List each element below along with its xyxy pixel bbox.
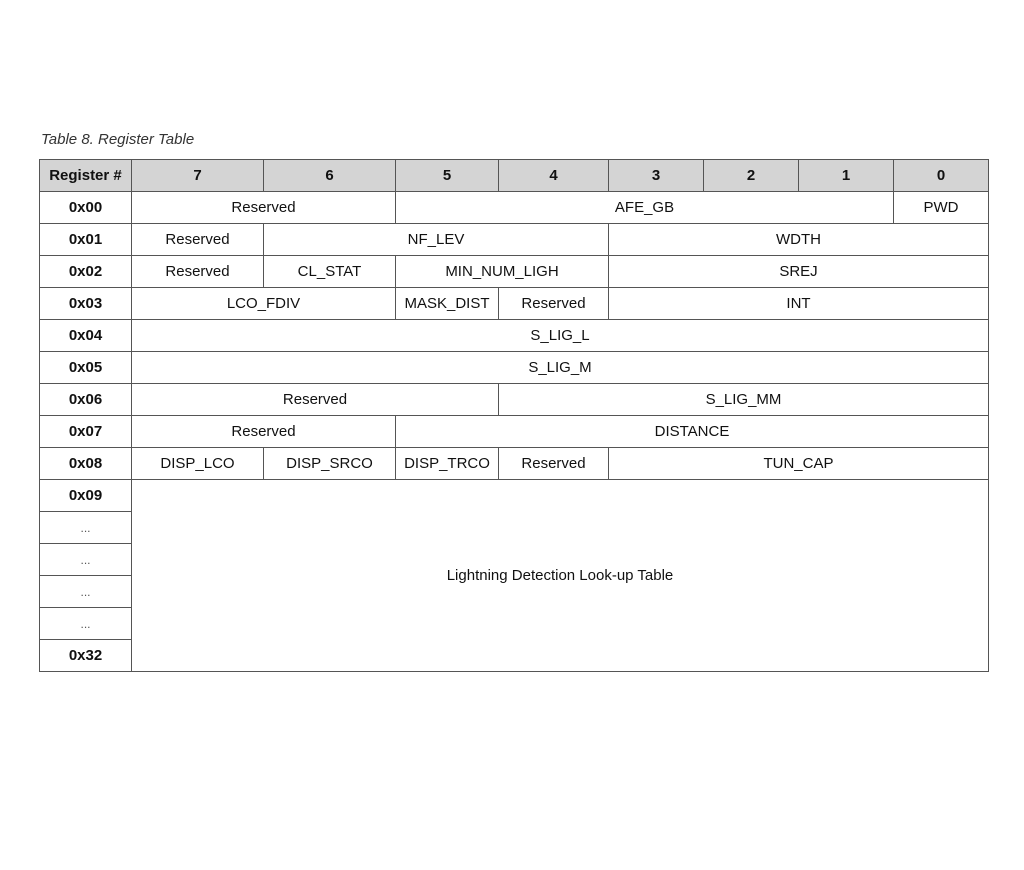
table-row	[40, 256, 989, 288]
register-field: Reserved	[132, 192, 396, 224]
header-bit-5: 5	[396, 160, 499, 192]
register-address-ellipsis: ...	[40, 576, 132, 608]
register-field: CL_STAT	[264, 256, 396, 288]
register-address: 0x03	[40, 288, 132, 320]
register-field: Reserved	[132, 224, 264, 256]
register-field: DISTANCE	[396, 416, 989, 448]
register-field: Reserved	[132, 384, 499, 416]
register-address-ellipsis: ...	[40, 608, 132, 640]
header-bit-2: 2	[704, 160, 799, 192]
register-field: WDTH	[609, 224, 989, 256]
register-field: Reserved	[499, 448, 609, 480]
register-field: DISP_TRCO	[396, 448, 499, 480]
register-address: 0x05	[40, 352, 132, 384]
header-row	[40, 160, 989, 192]
register-address: 0x04	[40, 320, 132, 352]
register-address: 0x07	[40, 416, 132, 448]
register-address: 0x06	[40, 384, 132, 416]
register-field: INT	[609, 288, 989, 320]
table-row	[40, 352, 989, 384]
register-address: 0x02	[40, 256, 132, 288]
register-address: 0x32	[40, 640, 132, 672]
table-row	[40, 480, 989, 512]
header-bit-4: 4	[499, 160, 609, 192]
header-bit-0: 0	[894, 160, 989, 192]
register-address: 0x01	[40, 224, 132, 256]
table-row	[40, 448, 989, 480]
table-caption: Table 8. Register Table	[41, 131, 195, 148]
register-field: S_LIG_MM	[499, 384, 989, 416]
register-field: S_LIG_M	[132, 352, 989, 384]
table-row	[40, 192, 989, 224]
table-row	[40, 288, 989, 320]
register-address: 0x09	[40, 480, 132, 512]
register-field: NF_LEV	[264, 224, 609, 256]
register-field: Reserved	[499, 288, 609, 320]
register-field: TUN_CAP	[609, 448, 989, 480]
register-field: DISP_SRCO	[264, 448, 396, 480]
table-row	[40, 384, 989, 416]
register-field: Reserved	[132, 256, 264, 288]
register-field: MIN_NUM_LIGH	[396, 256, 609, 288]
register-field: S_LIG_L	[132, 320, 989, 352]
register-address-ellipsis: ...	[40, 544, 132, 576]
register-field: MASK_DIST	[396, 288, 499, 320]
header-register: Register #	[40, 160, 132, 192]
register-address: 0x08	[40, 448, 132, 480]
register-field: DISP_LCO	[132, 448, 264, 480]
header-bit-3: 3	[609, 160, 704, 192]
header-bit-7: 7	[132, 160, 264, 192]
lookup-table-cell: Lightning Detection Look-up Table	[132, 480, 989, 672]
register-field: PWD	[894, 192, 989, 224]
table-row	[40, 416, 989, 448]
header-bit-6: 6	[264, 160, 396, 192]
register-field: LCO_FDIV	[132, 288, 396, 320]
table-row	[40, 224, 989, 256]
register-field: AFE_GB	[396, 192, 894, 224]
register-address-ellipsis: ...	[40, 512, 132, 544]
register-field: SREJ	[609, 256, 989, 288]
header-bit-1: 1	[799, 160, 894, 192]
register-field: Reserved	[132, 416, 396, 448]
register-address: 0x00	[40, 192, 132, 224]
table-row	[40, 320, 989, 352]
register-table	[39, 159, 989, 672]
